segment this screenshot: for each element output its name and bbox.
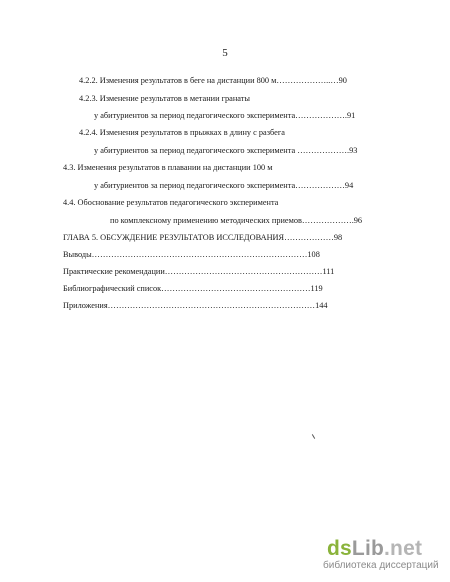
stray-mark [312,434,315,439]
toc-entry: по комплексному применению методических приемов……………….96 [110,216,363,225]
toc-entry: Приложения…………………………………………………………………144 [63,301,328,310]
page-number: 5 [222,47,228,59]
toc-entry: у абитуриентов за период педагогического эксперимента ……………….93 [94,146,358,155]
toc-entry: 4.3. Изменения результатов в плавании на дистанции 100 м [63,163,273,172]
toc-entry: 4.2.2. Изменения результатов в беге на дистанции 800 м………………..…90 [79,76,347,85]
toc-entry: 4.2.3. Изменение результатов в метании гранаты [79,94,250,103]
toc-entry: у абитуриентов за период педагогического эксперимента……………….91 [94,111,356,120]
watermark-subtitle: библиотека диссертаций [323,560,439,571]
toc-entry: ГЛАВА 5. ОБСУЖДЕНИЕ РЕЗУЛЬТАТОВ ИССЛЕДОВАНИЯ………………98 [63,233,343,242]
toc-entry: 4.2.4. Изменения результатов в прыжках в длину с разбега [79,128,285,137]
toc-entry: Библиографический список………………………………………………119 [63,284,323,293]
toc-entry: Практические рекомендации…………………………………………………111 [63,267,335,276]
toc-entry: 4.4. Обоснование результатов педагогического эксперимента [63,198,279,207]
watermark [323,537,445,571]
toc-entry: у абитуриентов за период педагогического эксперимента………………94 [94,181,354,190]
toc-entry: Выводы……………………………………………………………………108 [63,250,320,259]
watermark-logo: dsLib.net [327,537,423,560]
